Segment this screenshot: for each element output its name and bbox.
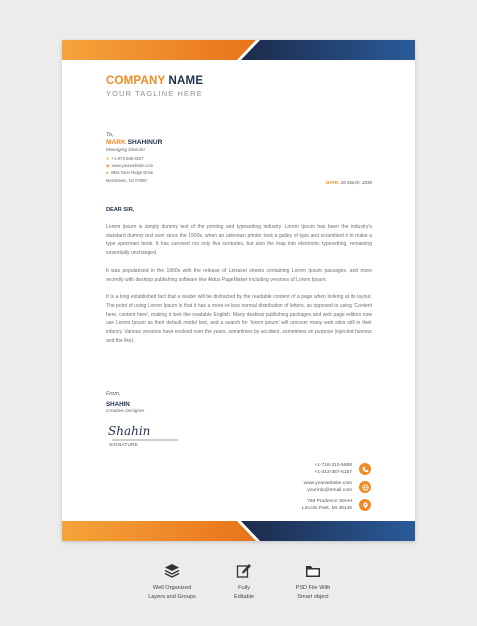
signature-label: SIGNATURE	[109, 442, 139, 447]
globe-icon: ◉	[106, 162, 110, 168]
feature-layers-line2: Layers and Groups	[148, 593, 196, 600]
feature-editable-line1: Fully	[238, 585, 250, 591]
top-gradient-band	[62, 40, 415, 60]
salutation: DEAR SIR,	[106, 207, 135, 213]
feature-psd-line2: Smart object	[297, 593, 329, 600]
contact-block	[231, 462, 371, 516]
recipient-website: ◉ www.yourwebsite.com	[106, 162, 154, 168]
recipient-address: ● 4961 Deer Ridge Drive	[106, 170, 154, 176]
feature-psd-line1: PSD File With	[295, 585, 331, 591]
svg-text:Shahin: Shahin	[108, 424, 151, 438]
contact-phone-row	[231, 462, 371, 476]
company-tagline: YOUR TAGLINE HERE	[106, 89, 203, 98]
from-label: From,	[106, 391, 121, 397]
location-icon: ●	[106, 170, 109, 176]
signoff-block	[106, 391, 226, 415]
contact-web-1: www.yourwebsite.com	[303, 481, 352, 486]
contact-phone-2: +1-313-387-6167	[314, 470, 352, 475]
phone-icon	[359, 463, 371, 475]
contact-address-row	[231, 498, 371, 512]
contact-address-2: Lincoln Park, MI 48146	[301, 506, 352, 511]
to-label: To,	[106, 132, 114, 138]
company-block	[106, 75, 203, 99]
letter-body	[106, 223, 372, 354]
recipient-phone: ✆ +1-973-538-9187	[106, 155, 144, 161]
feature-strip	[0, 562, 477, 622]
globe-icon	[359, 481, 371, 493]
feature-editable-line2: Editable	[233, 593, 255, 600]
phone-icon: ✆	[106, 155, 110, 161]
sender-title: Creative Designer	[106, 409, 145, 414]
contact-address-1: 769 Prudence Street	[307, 499, 352, 504]
date-line: DATE: 26 March, 2030	[326, 180, 372, 185]
letterhead-sheet	[62, 40, 415, 541]
recipient-title: Managing Director	[106, 148, 146, 153]
recipient-name: MARK SHAHINUR	[106, 139, 163, 146]
location-icon	[359, 499, 371, 511]
body-paragraph-1: Lorem Ipsum is simply dummy text of the printing and typesetting industry. Lorem Ipsum has been the industry's standard dummy text ever since the 1500s, when an unknown printer took a galley of type and scrambled it to make a type specimen book. It has survived not only five centuries, but also the leap into electronic typesetting, remaining essentially unchanged.	[106, 224, 372, 257]
bottom-gradient-band	[62, 521, 415, 541]
body-paragraph-2: It was popularised in the 1960s with the release of Letraset sheets containing Lorem Ipsum passages, and more recently with desktop publishing software like Aldus PageMaker including versions of Lorem Ipsum.	[106, 267, 372, 283]
feature-layers-line1: Well Organized	[152, 585, 192, 591]
contact-web-2: yourinfo@email.com	[307, 488, 352, 493]
contact-phone-1: +1-718-310-5588	[314, 463, 352, 468]
body-paragraph-3: It is a long established fact that a reader will be distracted by the readable content of a page when looking at its layout. The point of using Lorem Ipsum is that it has a more-or-less normal distribution of letters, as opposed to using 'Content here, content here', making it look like readable English. Many desktop publishing packages and web page editors now use Lorem Ipsum as their default model text, and a search for 'lorem ipsum' will uncover many web sites still in their infancy. Various versions have evolved over the years, sometimes by accident, sometimes on purpose (injected humour and the like).	[106, 294, 372, 344]
feature-psd	[268, 562, 358, 601]
contact-web-row	[231, 480, 371, 494]
recipient-block	[106, 131, 256, 184]
sender-name: SHAHIN	[106, 401, 130, 408]
recipient-address-line2: Morristown, NJ 07960	[106, 177, 147, 183]
company-name: COMPANY NAME	[106, 75, 204, 87]
folder-icon	[268, 562, 358, 579]
